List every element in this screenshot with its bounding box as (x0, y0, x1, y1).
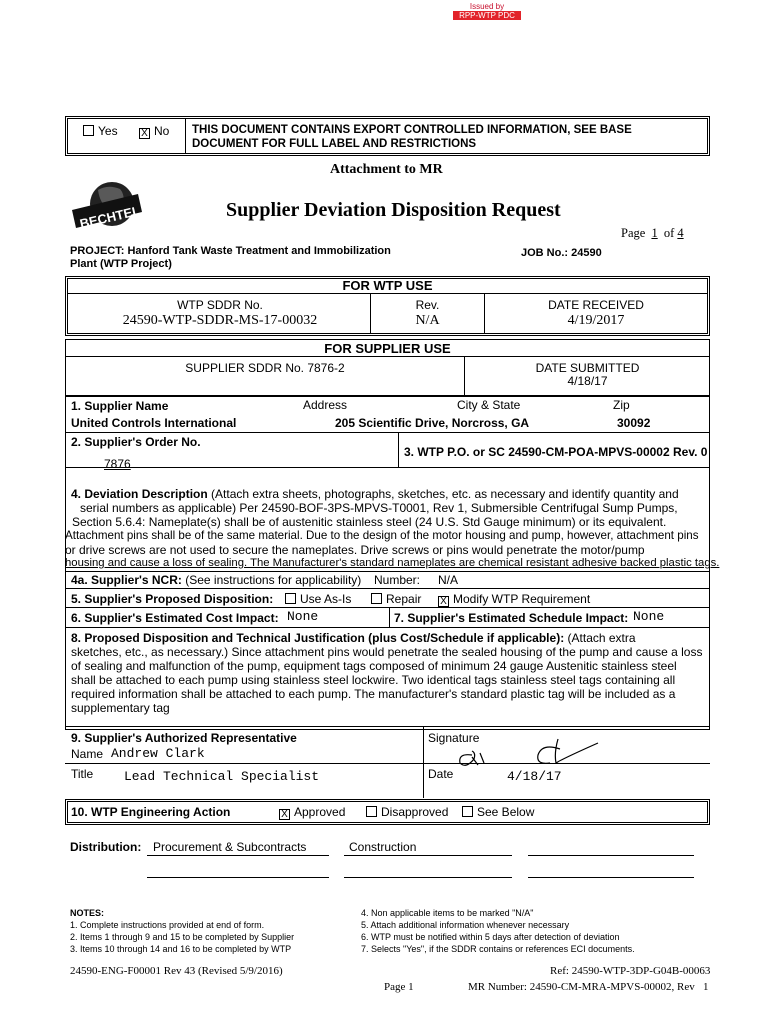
note-1: 1. Complete instructions provided at end of form. (70, 920, 265, 930)
rep-title-label: Title (71, 767, 94, 781)
cost-impact-label: 6. Supplier's Estimated Cost Impact: (71, 611, 279, 625)
note-7: 7. Selects "Yes", if the SDDR contains or references ECI documents. (361, 944, 635, 954)
zip-value: 30092 (617, 416, 651, 430)
order-number-value: 7876 (104, 457, 131, 471)
rep-label: 9. Supplier's Authorized Representative (71, 731, 297, 745)
approved-option[interactable] (279, 805, 345, 820)
approved-label: Approved (294, 805, 346, 819)
disapproved-checkbox[interactable] (366, 806, 377, 817)
supplier-name-value: United Controls International (71, 416, 237, 430)
deviation-description-heading (71, 487, 679, 501)
yes-label: Yes (98, 124, 118, 138)
date-submitted-value: 4/18/17 (567, 374, 608, 388)
notes-heading: NOTES: (70, 908, 105, 918)
deviation-description-label: 4. Deviation Description (71, 487, 208, 501)
project-line2: Plant (WTP Project) (70, 258, 172, 270)
wtp-rev-label: Rev. (415, 298, 440, 312)
note-6: 6. WTP must be notified within 5 days after detection of deviation (361, 932, 620, 942)
ncr-number-label: Number: (374, 573, 421, 587)
zip-label: Zip (613, 398, 630, 412)
export-notice-line1: THIS DOCUMENT CONTAINS EXPORT CONTROLLED INFORMATION, SEE BASE (192, 124, 632, 136)
notes-right (361, 907, 635, 955)
page-title: Supplier Deviation Disposition Request (226, 199, 561, 221)
deviation-line-5: housing and cause a loss of sealing. The Manufacturer's standard nameplates are chemical resistant adhesive backed plastic tags. (65, 557, 720, 569)
repair-label: Repair (386, 592, 422, 606)
note-3: 3. Items 10 through 14 and 16 to be completed by WTP (70, 944, 292, 954)
proposed-disposition-label: 5. Supplier's Proposed Disposition: (71, 592, 274, 606)
ncr-row (71, 573, 361, 587)
use-as-is-option[interactable] (285, 592, 351, 606)
page-indicator (621, 226, 684, 241)
justification-heading (71, 631, 636, 645)
see-below-checkbox[interactable] (462, 806, 473, 817)
see-below-option[interactable] (462, 805, 534, 819)
reference-number: Ref: 24590-WTP-3DP-G04B-00063 (550, 965, 711, 977)
rep-name-value: Andrew Clark (111, 746, 205, 761)
note-5: 5. Attach additional information whenever necessary (361, 920, 570, 930)
repair-option[interactable] (371, 592, 421, 606)
approved-checkbox[interactable]: X (279, 809, 290, 820)
justification-line-1: sketches, etc., as necessary.) Since attachment pins would penetrate the sealed housing of the pump and cause a loss (71, 645, 703, 659)
justification-line-5: supplementary tag (71, 701, 170, 715)
ncr-label: 4a. Supplier's NCR: (71, 573, 182, 587)
justification-line-2: of sealing and malfunction of the pump, equipment tags composed of minimum 24 gauge Austenitic stainless steel (71, 659, 677, 673)
date-received-label: DATE RECEIVED (548, 298, 644, 312)
deviation-description-hint: (Attach extra sheets, photographs, sketches, etc. as necessary and identify quantity and (207, 487, 679, 501)
distribution-item-2: Construction (349, 840, 417, 854)
rep-date-value: 4/18/17 (507, 769, 562, 784)
supplier-sddr-label: SUPPLIER SDDR No. 7876-2 (185, 361, 345, 375)
use-as-is-checkbox[interactable] (285, 593, 296, 604)
modify-requirement-label: Modify WTP Requirement (453, 592, 591, 606)
justification-line-4: required information shall be attached to each pump. The manufacturer's standard plastic tag will be included as a (71, 687, 676, 701)
stamp-line2: RPP-WTP PDC (453, 11, 521, 20)
modify-requirement-option[interactable] (438, 592, 590, 607)
issued-stamp (453, 2, 521, 20)
wtp-sddr-value: 24590-WTP-SDDR-MS-17-00032 (122, 313, 318, 328)
page-total: 4 (677, 226, 684, 240)
deviation-line-2: Section 5.6.4: Nameplate(s) shall be of austenitic stainless steel (24 U.S. Std Gauge minimum) or its equivalent. (72, 515, 667, 529)
justification-line-3: shall be attached to each pump using stainless steel lockwire. Two identical tags stainless steel tags containing all (71, 673, 676, 687)
rep-title-value: Lead Technical Specialist (124, 769, 320, 784)
export-notice (192, 123, 632, 151)
wtp-rev-value: N/A (415, 313, 440, 328)
rep-name-label: Name (71, 747, 104, 761)
project-line1: PROJECT: Hanford Tank Waste Treatment and Immobilization (70, 245, 391, 257)
disapproved-option[interactable] (366, 805, 448, 819)
wtp-sddr-label: WTP SDDR No. (177, 298, 263, 312)
logo-text: BECHTEL (78, 202, 142, 232)
see-below-label: See Below (477, 805, 535, 819)
export-yes-option[interactable] (83, 124, 118, 138)
deviation-line-1: serial numbers as applicable) Per 24590-BOF-3PS-MPVS-T0001, Rev 1, Submersible Centrifugal Sump Pumps, (80, 501, 678, 515)
disapproved-label: Disapproved (381, 805, 449, 819)
po-number: 3. WTP P.O. or SC 24590-CM-POA-MPVS-00002 Rev. 0 (404, 445, 707, 459)
bechtel-logo (68, 180, 146, 238)
notes-left (70, 919, 294, 955)
distribution-label: Distribution: (70, 840, 142, 854)
order-number-label: 2. Supplier's Order No. (71, 435, 201, 449)
rep-date-label: Date (428, 767, 454, 781)
footer-page: Page 1 (384, 981, 414, 993)
justification-hint: (Attach extra (564, 631, 636, 645)
deviation-line-4: or drive screws are not used to secure the nameplates. Drive screws or pins would penetrate the motor/pump (65, 543, 645, 557)
yes-checkbox[interactable] (83, 125, 94, 136)
form-id: 24590-ENG-F00001 Rev 43 (Revised 5/9/2016) (70, 965, 283, 977)
note-4: 4. Non applicable items to be marked "N/A" (361, 908, 534, 918)
no-checkbox[interactable]: X (139, 128, 150, 139)
use-as-is-label: Use As-Is (300, 592, 352, 606)
project-label (70, 245, 391, 271)
page-number: 1 (651, 226, 658, 240)
address-value: 205 Scientific Drive, Norcross, GA (335, 416, 530, 430)
supplier-use-heading: FOR SUPPLIER USE (324, 341, 451, 356)
modify-requirement-checkbox[interactable]: X (438, 596, 449, 607)
schedule-impact-label: 7. Supplier's Estimated Schedule Impact: (394, 611, 629, 625)
attachment-label: Attachment to MR (330, 162, 443, 177)
page-of: of (663, 226, 675, 240)
mr-number: MR Number: 24590-CM-MRA-MPVS-00002, Rev 1 (468, 981, 709, 993)
ncr-hint: (See instructions for applicability) (181, 573, 362, 587)
distribution-item-1: Procurement & Subcontracts (153, 840, 307, 854)
export-no-option[interactable] (139, 124, 169, 139)
repair-checkbox[interactable] (371, 593, 382, 604)
wtp-use-heading: FOR WTP USE (342, 278, 433, 293)
city-state-label: City & State (457, 398, 521, 412)
page-prefix: Page (621, 226, 646, 240)
note-2: 2. Items 1 through 9 and 15 to be completed by Supplier (70, 932, 295, 942)
supplier-name-label: 1. Supplier Name (71, 399, 169, 413)
cost-impact-value: None (287, 609, 319, 624)
ncr-number-value: N/A (438, 573, 459, 587)
date-submitted-label: DATE SUBMITTED (535, 361, 640, 375)
deviation-line-3: Attachment pins shall be of the same material. Due to the design of the motor housing and pump, however, attachment pins (65, 529, 699, 542)
signature-label: Signature (428, 731, 480, 745)
schedule-impact-value: None (633, 609, 665, 624)
no-label: No (154, 124, 170, 138)
job-number: JOB No.: 24590 (521, 247, 602, 259)
engineering-action-label: 10. WTP Engineering Action (71, 805, 231, 819)
address-label: Address (303, 398, 348, 412)
justification-label: 8. Proposed Disposition and Technical Justification (plus Cost/Schedule if applicable): (71, 631, 565, 645)
export-notice-line2: DOCUMENT FOR FULL LABEL AND RESTRICTIONS (192, 138, 477, 150)
date-received-value: 4/19/2017 (567, 313, 625, 328)
stamp-line1: Issued by (469, 2, 505, 11)
